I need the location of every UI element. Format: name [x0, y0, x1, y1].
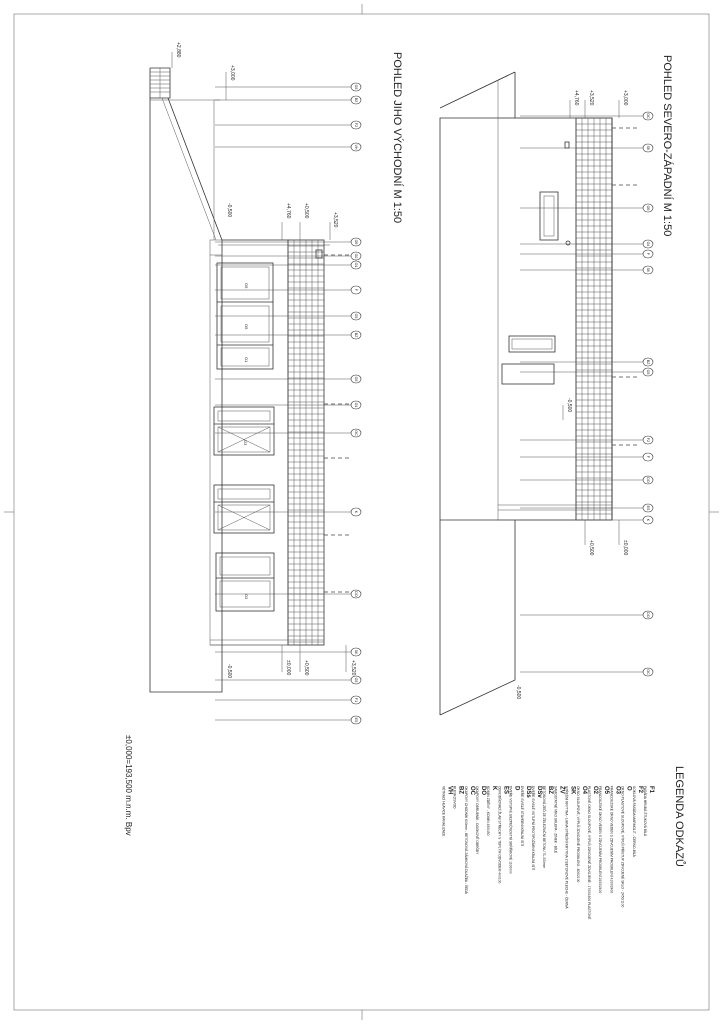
nw-callout-label: BZ	[646, 359, 651, 365]
window-tag: O5	[244, 283, 249, 289]
se-callout-label: DO	[354, 591, 359, 597]
se-callout-label: K	[354, 510, 359, 514]
window-tag: O5	[244, 324, 249, 330]
svg-text:+3,520: +3,520	[588, 90, 594, 106]
svg-text:+3,520: +3,520	[350, 660, 356, 676]
svg-text:-0,500: -0,500	[566, 398, 572, 413]
legend-code: BZ	[547, 786, 554, 794]
se-callout-label: ES	[354, 717, 359, 723]
legend-text: KOMÍN ZDĚNÝ - KOMÍN 450/450	[486, 786, 491, 836]
nw-callout-label: O4	[646, 241, 651, 247]
legend-text: STŘEŠNÍ KRYTINA - LIANA STŘEŠNÍ KRYTINA Z BETONOVÉ PLECHU - ČERNÁ	[564, 786, 569, 909]
view-northwest	[440, 55, 674, 715]
se-callout-label: O1	[354, 402, 359, 408]
se-callout-label: O3	[354, 313, 359, 319]
door-dsv	[502, 364, 554, 384]
nw-levels	[515, 90, 628, 699]
legend-code: DSs	[524, 786, 531, 798]
se-callout-label: BZ	[354, 97, 359, 103]
legend-text: BLESKOSVOD	[452, 786, 457, 809]
legend-code: DO	[480, 786, 486, 795]
legend-text: DVEŘE SVISLÉ STAVEBNÍ KRAJNÍ SÍTÍ	[519, 786, 524, 847]
legend-title: LEGENDA ODKAZŮ	[673, 766, 685, 867]
legend-code: D	[513, 786, 520, 791]
svg-text:+0,500: +0,500	[588, 540, 594, 556]
legend-text: FRANCOUZSKÉ OKNO VEDEN S ZDVOJENÍM PROSKLENÍ 2400/2400	[598, 786, 603, 894]
legend-text: OKNO SLOUPOVÉ, VÝPLŇ ZDVOJENÉ PROSKLENÍ - 800/2100	[575, 786, 580, 883]
legend-text: DVEŘE SVISLÉ VSTUPNÍ PROTIPOŽÁRNÍ KRAJNÍ SÍTÍ	[531, 786, 535, 871]
legend-text: OKAPOVÝ CHODNÍK 600mm - BETONOVÁ ZÁMKOVÁ DLAŽBA - ŠEDÁ	[463, 786, 468, 894]
svg-text:+2,880: +2,880	[175, 42, 181, 58]
view-southeast	[150, 42, 404, 724]
legend-code: F2	[636, 786, 643, 794]
legend-code: O	[625, 786, 632, 791]
svg-text:+4,760: +4,760	[573, 90, 579, 106]
legend-text: PLASTOVÉ OKNO SLOUPOVÉ, VÝPLŇ ZDVOJENÉ ZDVOJENÉ - 1700/1600 PLASTOVÉ	[587, 786, 591, 920]
nw-callout-label: F	[646, 455, 651, 459]
legend-code: BZ	[457, 786, 464, 794]
nw-callout-label: SK	[646, 145, 651, 151]
nw-callout-label: DO	[646, 612, 651, 618]
window-o3	[509, 336, 555, 352]
legend-text: SAMOSTATNÉ VÍKO SKLEPA - ZINEK - BÍLÉ	[553, 786, 558, 854]
legend-code: F1	[648, 786, 654, 794]
elevation-note: ±0,000=193,500 m.n.m. Bpv	[124, 735, 133, 836]
se-callout-label: O1	[354, 262, 359, 268]
legend-text: FASÁDA HRUBÁ ŠTUKOVÁ BÍLÁ	[643, 786, 647, 837]
svg-text:-0,500: -0,500	[515, 685, 521, 700]
nw-callout-label: SK	[646, 267, 651, 273]
window-o4	[540, 192, 558, 240]
nw-callout-label: O3	[646, 369, 651, 375]
se-windows	[214, 263, 274, 611]
window-tag: O1	[244, 357, 249, 363]
svg-text:-0,500: -0,500	[226, 664, 232, 679]
nw-callout-label: DO	[646, 477, 651, 483]
se-callout-label: SK	[354, 649, 359, 655]
window-tag: O3	[243, 440, 248, 446]
svg-text:±0,000: ±0,000	[285, 660, 291, 676]
nw-callout-label: ES	[646, 505, 651, 511]
svg-text:+4,760: +4,760	[285, 203, 291, 219]
se-callout-label: OC	[354, 430, 359, 436]
legend-code: O4	[580, 786, 587, 795]
window-tag: O2	[244, 594, 249, 600]
legend-code: O3	[614, 786, 621, 795]
legend-code: VH	[446, 786, 453, 795]
roof-tiles-se	[288, 240, 324, 645]
se-callout-label: BZ	[354, 332, 359, 338]
roof-tiles-nw	[576, 118, 612, 520]
nw-callout-label: F2	[646, 437, 651, 443]
se-callout-label: O3	[354, 677, 359, 683]
legend-text: OKAPOVÝ OBRUBNÍK - DOSKOVÉ OBRŮBY	[475, 786, 479, 855]
view-title-southeast: POHLED JIHO VÝCHODNÍ M 1:50	[391, 52, 403, 224]
legend-text: FRANCOUZSKÉ OKNO VEDEN S ZDVOJENÍM PROSKLENÍ 4100/2400	[609, 786, 614, 894]
legend-code: ŽV	[558, 786, 565, 794]
se-callout-label: F	[354, 288, 359, 292]
svg-text:+0,500: +0,500	[303, 660, 309, 676]
svg-text:+3,000: +3,000	[229, 65, 235, 81]
se-callout-label: F1	[354, 697, 359, 703]
nw-callout-label: F	[646, 252, 651, 256]
legend-code: K	[491, 786, 498, 791]
svg-text:-0,500: -0,500	[226, 203, 232, 218]
se-callout-label: F2	[354, 122, 359, 128]
legend-code: DSv	[536, 786, 542, 798]
legend-text: OKNO PLASTOVÉ SLOUPOVÉ, VÝPLŇ PŘÍSTUP ZDVOJENÉ SKLO - 2450/1100	[620, 786, 625, 908]
svg-text:+3,000: +3,000	[622, 90, 628, 106]
svg-text:+0,500: +0,500	[303, 203, 309, 219]
legend-code: O5	[603, 786, 610, 795]
legend-text: ODVODŇOVACÍ ŽLAB STŘECHY S TEPLÝM ODVODEM 4m/100	[497, 786, 502, 884]
legend-code: SK	[569, 786, 576, 795]
view-title-northwest: POHLED SEVERO-ZÁPADNÍ M 1:50	[661, 55, 673, 237]
legend-code: OC	[468, 786, 475, 795]
se-callout-label: O2	[354, 253, 359, 259]
se-callout-label: O3	[354, 376, 359, 382]
nw-callout-label: OC	[646, 669, 651, 675]
legend	[441, 766, 686, 920]
legend-text: BETONOVÁ ZEĎ ZE ŽELEZNIČNÍ BETONU TL.300mm	[542, 786, 547, 869]
legend-code: ES	[502, 786, 509, 795]
legend-text: VĚTRACÍ HLAVICE KANALIZACE	[441, 786, 446, 837]
legend-text: SOKLOVÁ FASÁDA MARMOLIT - ČERNO-BÍLÁ	[631, 786, 636, 857]
se-callout-label: O3	[354, 84, 359, 90]
legend-code: O2	[592, 786, 598, 795]
legend-text: DVEŘE VSTUPNÍ, BEZPEČNOSTNÍ SKŘÍŇKOVÉ 1100mm	[508, 786, 513, 874]
nw-callout-label: K	[646, 518, 651, 522]
nw-callout-label: O5	[646, 205, 651, 211]
se-callout-label: VH	[354, 144, 359, 150]
svg-text:±0,000: ±0,000	[622, 540, 628, 556]
nw-callout-label: OC	[646, 113, 651, 119]
se-callout-label: O5	[354, 239, 359, 245]
svg-text:+3,520: +3,520	[332, 212, 338, 228]
